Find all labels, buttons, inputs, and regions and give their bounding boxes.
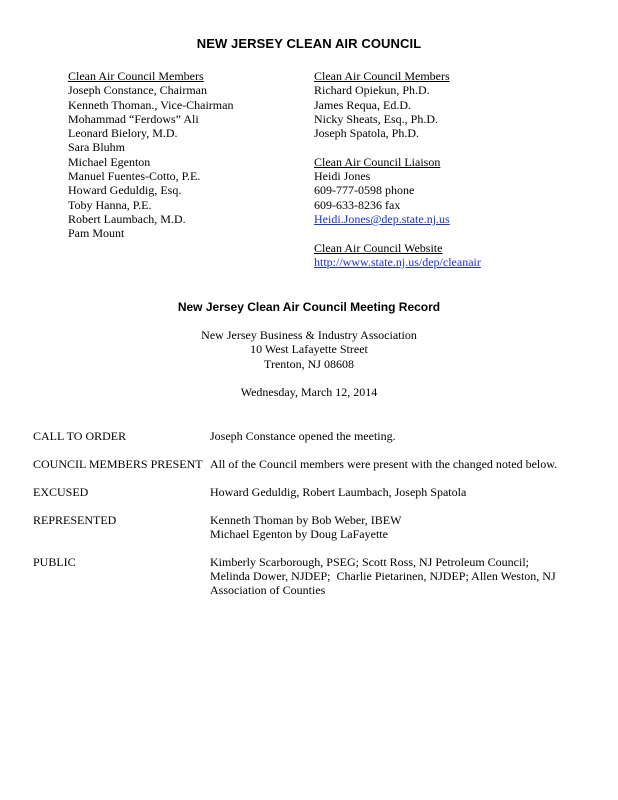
members-right-column (314, 69, 584, 269)
record-row-value (210, 429, 593, 443)
website-link[interactable]: http://www.state.nj.us/dep/cleanair (314, 254, 481, 269)
liaison-phone: 609-777-0598 phone (314, 183, 415, 198)
address-line: 10 West Lafayette Street (250, 342, 368, 357)
meeting-record-title: New Jersey Clean Air Council Meeting Record (177, 300, 441, 314)
record-row-line: Howard Geduldig, Robert Laumbach, Joseph Spatola (210, 484, 467, 499)
meeting-date: Wednesday, March 12, 2014 (240, 385, 378, 399)
member-name: Joseph Spatola, Ph.D. (314, 126, 419, 141)
member-name: Mohammad “Ferdows” Ali (68, 111, 199, 126)
record-row-line: Kenneth Thoman by Bob Weber, IBEW (210, 512, 402, 527)
record-row-line: Kimberly Scarborough, PSEG; Scott Ross, NJ Petroleum Council; (210, 554, 529, 569)
record-row-members-present (33, 457, 593, 471)
member-name: Kenneth Thoman., Vice-Chairman (68, 97, 234, 112)
record-row-line: Melinda Dower, NJDEP; Charlie Pietarinen, NJDEP; Allen Weston, NJ (210, 569, 556, 584)
record-row-value (210, 513, 593, 542)
member-name: Leonard Bielory, M.D. (68, 126, 178, 141)
member-name: Pam Mount (68, 226, 125, 241)
meeting-address (0, 328, 618, 371)
record-row-line: Joseph Constance opened the meeting. (210, 429, 396, 443)
member-name: Sara Bluhm (68, 140, 125, 155)
record-row-call-to-order (33, 429, 593, 443)
liaison-heading: Clean Air Council Liaison (314, 154, 441, 169)
members-left-column (68, 69, 298, 241)
member-name: Richard Opiekun, Ph.D. (314, 83, 430, 98)
record-row-excused (33, 485, 593, 499)
record-row-line: All of the Council members were present with the changed noted below. (210, 456, 558, 471)
members-left-heading: Clean Air Council Members (68, 69, 204, 83)
record-row-label: PUBLIC (33, 554, 76, 569)
member-name: James Requa, Ed.D. (314, 97, 411, 112)
address-line: Trenton, NJ 08608 (264, 356, 354, 371)
record-row-line: Michael Egenton by Doug LaFayette (210, 526, 388, 541)
member-name: Joseph Constance, Chairman (68, 83, 207, 98)
record-row-represented (33, 513, 593, 542)
record-row-label: REPRESENTED (33, 512, 117, 527)
record-row-value (210, 457, 593, 471)
record-row-label: EXCUSED (33, 484, 89, 499)
member-name: Robert Laumbach, M.D. (68, 211, 186, 226)
record-row-label: COUNCIL MEMBERS PRESENT (33, 456, 203, 471)
member-name: Nicky Sheats, Esq., Ph.D. (314, 111, 438, 126)
liaison-email-link[interactable]: Heidi.Jones@dep.state.nj.us (314, 211, 450, 226)
liaison-fax: 609-633-8236 fax (314, 197, 401, 212)
record-row-value (210, 485, 593, 499)
record-row-public (33, 555, 593, 598)
member-name: Howard Geduldig, Esq. (68, 183, 182, 198)
member-name: Toby Hanna, P.E. (68, 197, 152, 212)
record-rows (33, 429, 593, 611)
record-row-value (210, 555, 593, 598)
liaison-name: Heidi Jones (314, 169, 371, 184)
page-title: NEW JERSEY CLEAN AIR COUNCIL (196, 36, 422, 51)
members-right-heading: Clean Air Council Members (314, 69, 450, 83)
address-line: New Jersey Business & Industry Association (201, 328, 417, 342)
member-name: Manuel Fuentes-Cotto, P.E. (68, 169, 201, 184)
record-row-label: CALL TO ORDER (33, 429, 127, 443)
record-row-line: Association of Counties (210, 583, 326, 598)
website-heading: Clean Air Council Website (314, 240, 443, 255)
member-name: Michael Egenton (68, 154, 151, 169)
